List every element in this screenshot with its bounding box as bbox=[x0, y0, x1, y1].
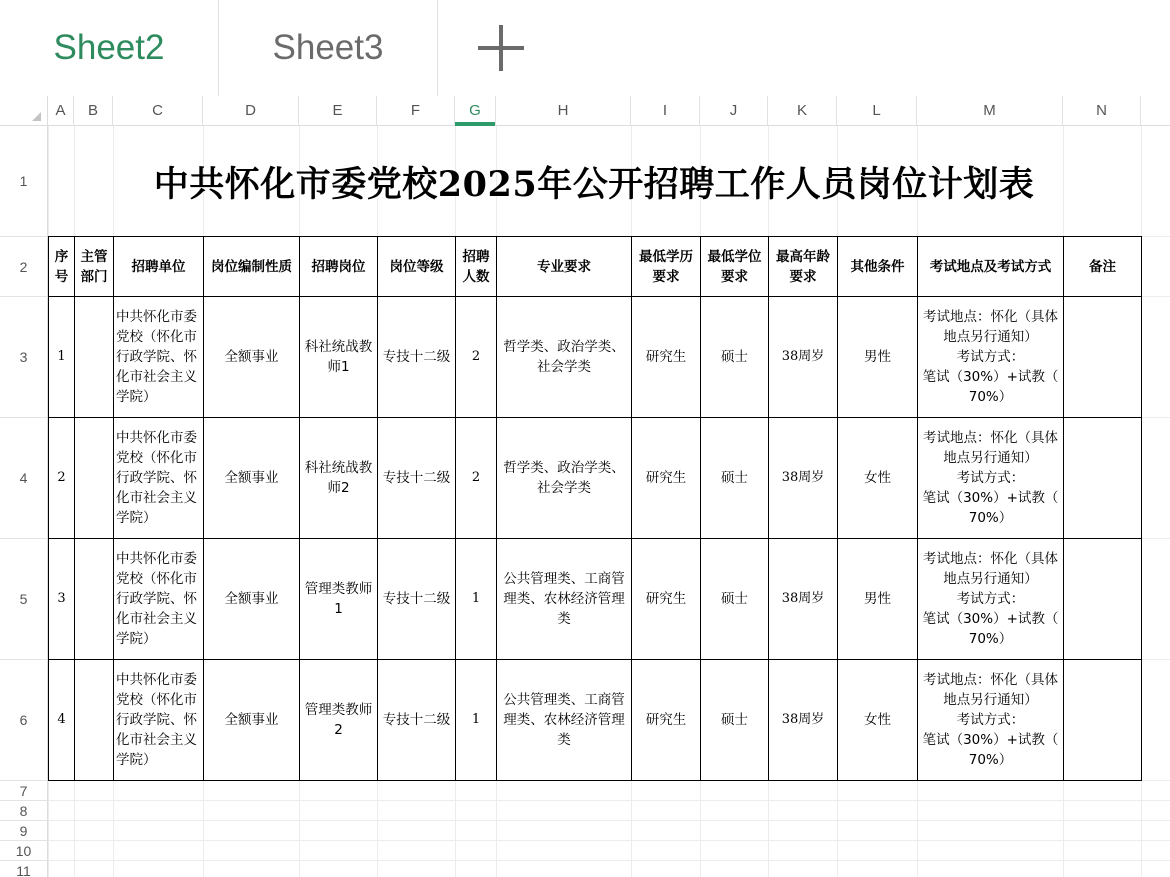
cell-note[interactable] bbox=[1064, 539, 1142, 660]
cell-degree[interactable]: 硕士 bbox=[701, 297, 769, 418]
header-age[interactable]: 最高年龄 要求 bbox=[769, 237, 838, 297]
cell-unit[interactable]: 中共怀化市委党校（怀化市行政学院、怀化市社会主义学院） bbox=[114, 297, 204, 418]
row-header-4[interactable]: 4 bbox=[0, 418, 48, 539]
cell-note[interactable] bbox=[1064, 660, 1142, 781]
cell-age[interactable]: 38周岁 bbox=[769, 418, 838, 539]
row-header-5[interactable]: 5 bbox=[0, 539, 48, 660]
plus-icon[interactable] bbox=[478, 25, 524, 71]
cell-other[interactable]: 男性 bbox=[838, 539, 918, 660]
column-header-j[interactable]: J bbox=[700, 96, 768, 126]
cell-edu[interactable]: 研究生 bbox=[632, 660, 701, 781]
exam-place: 考试地点：怀化（具体地点另行通知） bbox=[923, 551, 1058, 587]
table-row bbox=[49, 297, 1142, 418]
table-header-row bbox=[49, 237, 1142, 297]
cell-post[interactable]: 科社统战教师1 bbox=[300, 297, 378, 418]
cell-no[interactable]: 2 bbox=[49, 418, 75, 539]
cell-dept[interactable] bbox=[75, 297, 114, 418]
column-header-h[interactable]: H bbox=[496, 96, 631, 126]
header-major[interactable]: 专业要求 bbox=[497, 237, 632, 297]
cell-level[interactable]: 专技十二级 bbox=[378, 418, 456, 539]
exam-mode-label: 考试方式： bbox=[956, 712, 1025, 728]
cell-nature[interactable]: 全额事业 bbox=[204, 418, 300, 539]
cell-age[interactable]: 38周岁 bbox=[769, 660, 838, 781]
column-header-filler bbox=[1141, 96, 1170, 126]
exam-mode: 笔试（30%）+试教（ 70%） bbox=[922, 732, 1059, 768]
column-header-n[interactable]: N bbox=[1063, 96, 1141, 126]
cell-exam[interactable] bbox=[918, 539, 1064, 660]
cell-unit[interactable]: 中共怀化市委党校（怀化市行政学院、怀化市社会主义学院） bbox=[114, 660, 204, 781]
cell-other[interactable]: 男性 bbox=[838, 297, 918, 418]
cell-edu[interactable]: 研究生 bbox=[632, 539, 701, 660]
cell-nature[interactable]: 全额事业 bbox=[204, 539, 300, 660]
spreadsheet-grid bbox=[0, 96, 1170, 877]
cell-degree[interactable]: 硕士 bbox=[701, 539, 769, 660]
column-header-i[interactable]: I bbox=[631, 96, 700, 126]
gridline bbox=[48, 820, 1170, 821]
cell-count[interactable]: 1 bbox=[456, 660, 497, 781]
cell-post[interactable]: 科社统战教师2 bbox=[300, 418, 378, 539]
cell-major[interactable]: 公共管理类、工商管理类、农林经济管理类 bbox=[497, 539, 632, 660]
cell-major[interactable]: 公共管理类、工商管理类、农林经济管理类 bbox=[497, 660, 632, 781]
cell-nature[interactable]: 全额事业 bbox=[204, 660, 300, 781]
cell-other[interactable]: 女性 bbox=[838, 660, 918, 781]
cell-note[interactable] bbox=[1064, 418, 1142, 539]
cell-level[interactable]: 专技十二级 bbox=[378, 539, 456, 660]
cell-count[interactable]: 2 bbox=[456, 418, 497, 539]
cell-no[interactable]: 4 bbox=[49, 660, 75, 781]
header-level[interactable]: 岗位等级 bbox=[378, 237, 456, 297]
column-header-a[interactable]: A bbox=[48, 96, 74, 126]
cell-exam[interactable] bbox=[918, 418, 1064, 539]
cell-degree[interactable]: 硕士 bbox=[701, 418, 769, 539]
exam-mode-label: 考试方式： bbox=[956, 591, 1025, 607]
header-unit[interactable]: 招聘单位 bbox=[114, 237, 204, 297]
cell-dept[interactable] bbox=[75, 660, 114, 781]
cell-count[interactable]: 1 bbox=[456, 539, 497, 660]
sheet-title: 中共怀化市委党校2025年公开招聘工作人员岗位计划表 bbox=[153, 163, 1035, 205]
table-row bbox=[49, 539, 1142, 660]
row-header-3[interactable]: 3 bbox=[0, 297, 48, 418]
header-degree[interactable]: 最低学位 要求 bbox=[701, 237, 769, 297]
cell-dept[interactable] bbox=[75, 418, 114, 539]
column-header-g[interactable]: G bbox=[455, 96, 496, 126]
cell-post[interactable]: 管理类教师1 bbox=[300, 539, 378, 660]
header-count[interactable]: 招聘 人数 bbox=[456, 237, 497, 297]
exam-mode-label: 考试方式： bbox=[956, 470, 1025, 486]
table-row bbox=[49, 660, 1142, 781]
cell-unit[interactable]: 中共怀化市委党校（怀化市行政学院、怀化市社会主义学院） bbox=[114, 418, 204, 539]
cell-edu[interactable]: 研究生 bbox=[632, 297, 701, 418]
header-edu[interactable]: 最低学历 要求 bbox=[632, 237, 701, 297]
header-post[interactable]: 招聘岗位 bbox=[300, 237, 378, 297]
cell-edu[interactable]: 研究生 bbox=[632, 418, 701, 539]
cell-level[interactable]: 专技十二级 bbox=[378, 297, 456, 418]
row-header-6[interactable]: 6 bbox=[0, 660, 48, 781]
column-header-b[interactable]: B bbox=[74, 96, 113, 126]
exam-mode: 笔试（30%）+试教（ 70%） bbox=[922, 611, 1059, 647]
cell-unit[interactable]: 中共怀化市委党校（怀化市行政学院、怀化市社会主义学院） bbox=[114, 539, 204, 660]
cell-other[interactable]: 女性 bbox=[838, 418, 918, 539]
cell-level[interactable]: 专技十二级 bbox=[378, 660, 456, 781]
row-header-11[interactable]: 11 bbox=[0, 861, 48, 877]
cell-count[interactable]: 2 bbox=[456, 297, 497, 418]
sheet-tab-bar bbox=[0, 0, 1170, 96]
cell-post[interactable]: 管理类教师2 bbox=[300, 660, 378, 781]
row-header-2[interactable]: 2 bbox=[0, 237, 48, 297]
row-header-7[interactable]: 7 bbox=[0, 781, 48, 801]
cell-major[interactable]: 哲学类、政治学类、社会学类 bbox=[497, 297, 632, 418]
header-dept[interactable]: 主管 部门 bbox=[75, 237, 114, 297]
exam-mode-label: 考试方式： bbox=[956, 349, 1025, 365]
column-header-k[interactable]: K bbox=[768, 96, 837, 126]
column-header-f[interactable]: F bbox=[377, 96, 455, 126]
exam-place: 考试地点：怀化（具体地点另行通知） bbox=[923, 672, 1058, 708]
cell-nature[interactable]: 全额事业 bbox=[204, 297, 300, 418]
exam-mode: 笔试（30%）+试教（ 70%） bbox=[922, 369, 1059, 405]
cell-no[interactable]: 1 bbox=[49, 297, 75, 418]
column-header-l[interactable]: L bbox=[837, 96, 917, 126]
header-exam[interactable]: 考试地点及考试方式 bbox=[918, 237, 1064, 297]
cell-dept[interactable] bbox=[75, 539, 114, 660]
exam-place: 考试地点：怀化（具体地点另行通知） bbox=[923, 309, 1058, 345]
header-other[interactable]: 其他条件 bbox=[838, 237, 918, 297]
cell-major[interactable]: 哲学类、政治学类、社会学类 bbox=[497, 418, 632, 539]
column-header-e[interactable]: E bbox=[299, 96, 377, 126]
column-header-m[interactable]: M bbox=[917, 96, 1063, 126]
row-header-10[interactable]: 10 bbox=[0, 841, 48, 861]
table-row bbox=[49, 418, 1142, 539]
gridline bbox=[48, 840, 1170, 841]
row-header-8[interactable]: 8 bbox=[0, 801, 48, 821]
column-header-d[interactable]: D bbox=[203, 96, 299, 126]
select-all-corner[interactable] bbox=[0, 96, 48, 126]
cell-note[interactable] bbox=[1064, 297, 1142, 418]
row-header-1[interactable]: 1 bbox=[0, 126, 48, 237]
gridline bbox=[48, 800, 1170, 801]
exam-mode: 笔试（30%）+试教（ 70%） bbox=[922, 490, 1059, 526]
tab-divider bbox=[437, 0, 438, 96]
cell-exam[interactable] bbox=[918, 660, 1064, 781]
cell-age[interactable]: 38周岁 bbox=[769, 539, 838, 660]
cell-no[interactable]: 3 bbox=[49, 539, 75, 660]
cell-degree[interactable]: 硕士 bbox=[701, 660, 769, 781]
header-no[interactable]: 序 号 bbox=[49, 237, 75, 297]
row-header-9[interactable]: 9 bbox=[0, 821, 48, 841]
header-nature[interactable]: 岗位编制性质 bbox=[204, 237, 300, 297]
cell-age[interactable]: 38周岁 bbox=[769, 297, 838, 418]
column-header-c[interactable]: C bbox=[113, 96, 203, 126]
header-note[interactable]: 备注 bbox=[1064, 237, 1142, 297]
tab-sheet3[interactable]: Sheet3 bbox=[272, 28, 384, 67]
cell-exam[interactable] bbox=[918, 297, 1064, 418]
recruitment-table bbox=[48, 236, 1142, 781]
exam-place: 考试地点：怀化（具体地点另行通知） bbox=[923, 430, 1058, 466]
gridline bbox=[48, 860, 1170, 861]
tab-sheet2[interactable]: Sheet2 bbox=[53, 28, 165, 67]
